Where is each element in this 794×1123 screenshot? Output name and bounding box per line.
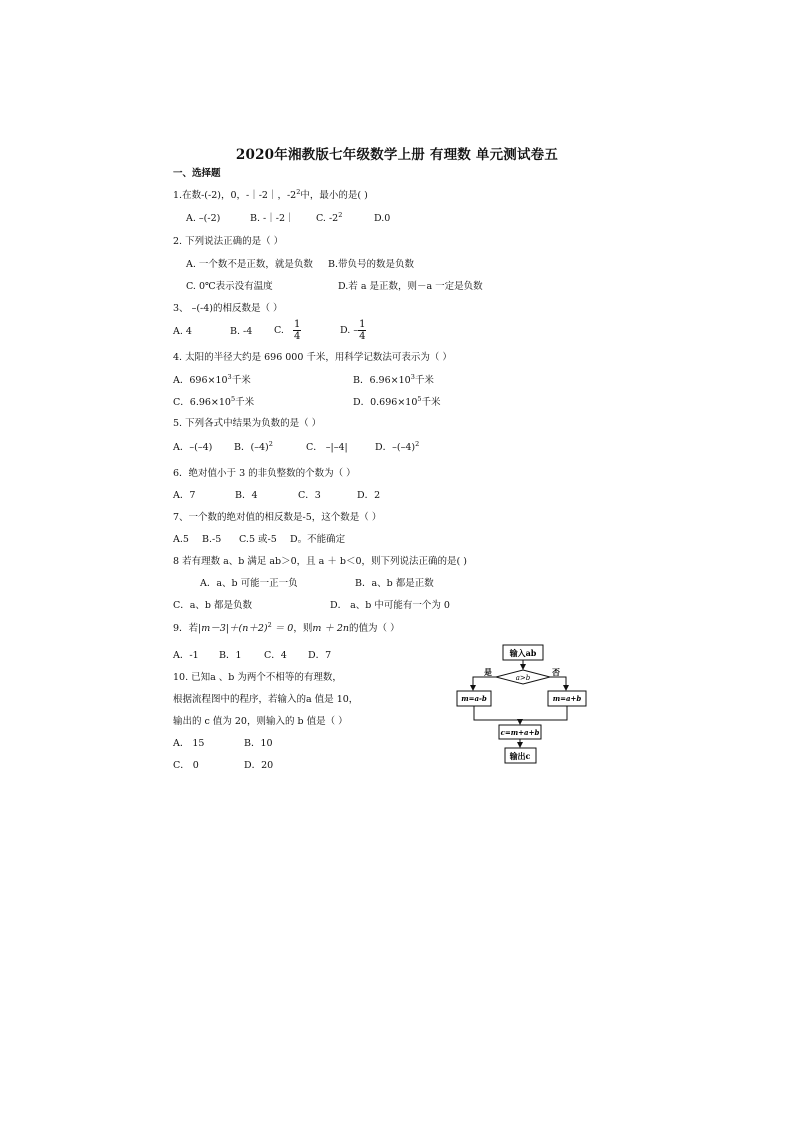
question-4-option-a: A．$696\times 10^3$千米 [173, 372, 251, 386]
flow-input-label: 输入ab [509, 648, 537, 658]
question-3-option-c: C. $\frac{1}{4}$ [274, 319, 301, 342]
flow-decision-label: a>b [515, 674, 531, 682]
question-10-option-d: D．20 [244, 760, 274, 771]
question-8-stem: 8 若有理数 a、b 满足 ab＞0，且 a ＋ b＜0，则下列说法正确的是( ) [173, 556, 467, 567]
fraction: $\frac{1}{4}$ [294, 319, 301, 342]
question-7-option-a: A.5 [173, 534, 189, 545]
flow-yes-label: 是 [484, 667, 492, 677]
question-9-option-d: D．7 [308, 650, 332, 661]
question-5-option-c: C． –|–4| [306, 442, 348, 453]
question-7-stem: 7、一个数的绝对值的相反数是-5，这个数是（ ） [173, 512, 382, 523]
question-9-option-c: C．4 [264, 650, 287, 661]
question-1-option-c: C. $-2^2$ [316, 210, 343, 224]
question-1-option-b: B. -｜-2｜ [250, 213, 295, 224]
question-8-option-d: D． a、b 中可能有一个为 0 [330, 600, 450, 611]
flow-right-label: m=a+b [552, 694, 582, 703]
question-3-option-d: D. – $\frac{1}{4}$ [340, 319, 366, 342]
question-1-option-a: A. –(-2) [186, 213, 221, 224]
fraction: $\frac{1}{4}$ [359, 319, 366, 342]
flow-output-label: 输出c [509, 751, 531, 761]
flow-left-label: m=a-b [461, 694, 487, 703]
question-1-option-d: D.0 [374, 213, 391, 224]
question-10-line-3: 输出的 c 值为 20，则输入的 b 值是（ ） [173, 716, 348, 727]
question-4-option-d: D．$0.696\times 10^5$千米 [353, 394, 441, 408]
question-9-stem: 9．若$|m-3|+(n+2)^2 = 0$，则m ＋ 2n的值为（ ） [173, 620, 400, 634]
question-4-stem: 4. 太阳的半径大约是 696 000 千米，用科学记数法可表示为（ ） [173, 352, 452, 363]
question-9-option-a: A．-1 [173, 650, 199, 661]
question-7-option-c: C.5 或-5 [239, 534, 277, 545]
question-6-option-a: A．7 [173, 490, 196, 501]
question-10-option-c: C． 0 [173, 760, 199, 771]
question-3-option-b: B. -4 [230, 326, 253, 337]
flow-compute-label: c=m+a+b [500, 728, 540, 737]
question-6-option-d: D．2 [357, 490, 381, 501]
question-5-option-b: B．$(-4)^2$ [234, 439, 273, 453]
question-8-option-c: C．a、b 都是负数 [173, 600, 253, 611]
question-4-option-c: C．$6.96\times 10^5$千米 [173, 394, 255, 408]
question-2-stem: 2. 下列说法正确的是（ ） [173, 236, 284, 247]
question-5-option-d: D．$-(-4)^2$ [375, 439, 420, 453]
question-10-option-a: A． 15 [173, 738, 205, 749]
question-1-stem: 1.在数-(-2)，0，-｜-2｜，$-2^2$中，最小的是( ) [173, 187, 368, 201]
question-6-option-c: C．3 [298, 490, 321, 501]
question-4-option-b: B．$6.96\times 10^3$千米 [353, 372, 434, 386]
question-8-option-a: A．a、b 可能一正一负 [200, 578, 298, 589]
flow-no-label: 否 [552, 667, 560, 677]
question-7-option-d: D。不能确定 [290, 534, 346, 545]
question-2-option-b: B.带负号的数是负数 [328, 259, 415, 270]
question-10-option-b: B．10 [244, 738, 273, 749]
question-6-stem: 6．绝对值小于 3 的非负整数的个数为（ ） [173, 468, 356, 479]
question-7-option-b: B.-5 [202, 534, 222, 545]
question-10-line-2: 根据流程图中的程序，若输入的a 值是 10， [173, 694, 359, 705]
section-heading: 一、选择题 [173, 168, 221, 179]
question-5-stem: 5. 下列各式中结果为负数的是（ ） [173, 418, 322, 429]
page-title: 2020年湘教版七年级数学上册 有理数 单元测试卷五 [235, 147, 559, 163]
question-6-option-b: B．4 [235, 490, 258, 501]
question-8-option-b: B．a、b 都是正数 [355, 578, 434, 589]
question-9-option-b: B．1 [219, 650, 242, 661]
question-2-option-c: C. 0℃表示没有温度 [186, 281, 273, 292]
flowchart [450, 640, 600, 770]
question-3-option-a: A. 4 [173, 326, 192, 337]
question-3-stem: 3、 –(-4)的相反数是（ ） [173, 303, 283, 314]
question-2-option-a: A. 一个数不是正数，就是负数 [186, 259, 313, 270]
question-5-option-a: A．–(–4) [173, 442, 213, 453]
question-2-option-d: D.若 a 是正数，则－a 一定是负数 [338, 281, 483, 292]
question-10-line-1: 10. 已知a 、b 为两个不相等的有理数， [173, 672, 342, 683]
